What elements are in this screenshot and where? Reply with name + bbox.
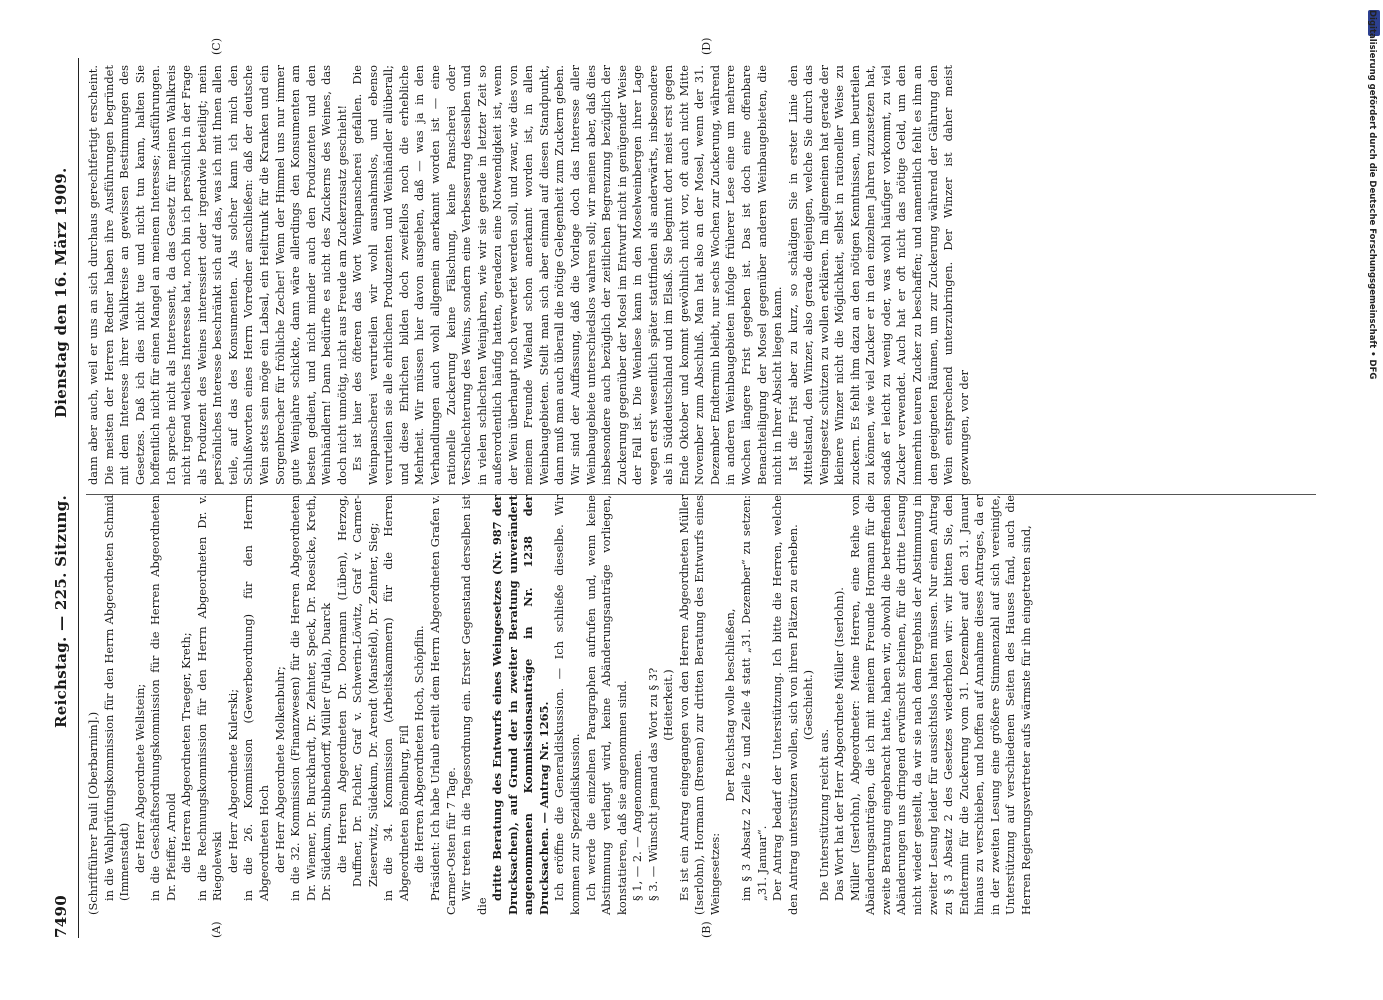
paragraph-agenda-item: dritte Beratung des Entwurfs eines Weingesetzes (Nr. 987 der Drucksachen), auf Grund der in zweiter Beratung unverändert angenommenen Kommissionsanträge in Nr. 1238 der Drucksachen. — Antrag Nr. 1265. <box>490 495 551 915</box>
paragraph: dann aber auch, weil er uns an sich durchaus gerechtfertigt erscheint. Die meisten der Herren Redner haben ihre Ausführungen begründet mit dem Interesse ihrer Wahlkreise an gewissen Bestimmungen des Gesetzes. Daß ich dies nicht tue und nicht tun kann, halten Sie hoffentlich nicht für einen Mangel an meinem Interesse; Ausführungen. Ich spreche nicht als Interessent, da das Gesetz für meinen Wahlkreis nicht irgend welches Interesse hat, noch bin ich persönlich in der Frage als Produzent des Weines interessiert oder irgendwie beteiligt; mein persönliches Interesse beschränkt sich auf das, was ich mit Ihnen allen teile, auf das des Konsumenten. Als solcher kann ich mich den Schlußworten eines Herrn Vorredner anschließen: daß der deutsche Wein stets sein möge ein Labsal, ein Heiltrunk für die Kranken und ein Sorgenbrecher für fröhliche Zecher! Wenn der Himmel uns nur immer gute Weinjahre schickte, dann wäre allerdings den Konsumenten am besten gedient, und nicht minder auch den Produzenten und den Weinhändlern! Dann bedürfte es nicht des Zuckerns des Weines, das doch nicht unnötig, nicht aus Freude am Zuckerzusatz geschieht! <box>86 65 349 485</box>
paragraph: im § 3 Absatz 2 Zeile 2 und Zeile 4 statt „31. Dezember“ zu setzen: „31. Januar“. <box>738 495 769 901</box>
paragraph: Die Unterstützung reicht aus. <box>816 728 831 901</box>
paragraph: in die Geschäftsordnungskommission für die Herren Abgeordneten Dr. Pfeiffer, Arnold <box>148 495 178 901</box>
paragraph: (Heiterkeit.) <box>661 669 676 741</box>
paragraph: Der Reichstag wolle beschließen, <box>723 608 738 802</box>
margin-marker-d: (D) <box>700 37 713 55</box>
left-running-title: Reichstag. — 225. Sitzung. <box>52 494 70 728</box>
paragraph: der Herr Abgeordnete Molkenbuhr; <box>272 666 287 873</box>
paragraph: in die 32. Kommission (Finanzwesen) für die Herren Abgeordneten Dr. Wiemer, Dr. Burckhardt, Dr. Zehnter, Speck, Dr. Roesicke, Kreth, Dr. Südekum, Stubbendorff, Müller (Fulda), Duarck <box>288 495 334 901</box>
paragraph: Wir treten in die Tagesordnung ein. Erster Gegenstand derselben ist die <box>459 495 489 915</box>
paragraph: in die 26. Kommission (Gewerbeordnung) für den Herrn Abgeordneten Hoch <box>241 495 272 901</box>
margin-marker-a: (A) <box>210 921 223 938</box>
digitization-sidenote <box>1365 10 1379 990</box>
margin-marker-b: (B) <box>700 921 713 938</box>
paragraph: Der Antrag bedarf der Unterstützung. Ich bitte die Herren, welche den Antrag unterstützen wollen, sich von ihren Plätzen zu erheben. <box>770 495 800 915</box>
paragraph: Es ist ein Antrag eingegangen von den Herren Abgeordneten Müller (Iserlohn), Hormann (Bremen) zur dritten Beratung des Entwurfs eines Weingesetzes: <box>676 495 722 915</box>
paragraph: Ich eröffne die Generaldiskussion. — Ich schließe dieselbe. Wir kommen zur Spezialdiskussion. <box>552 495 582 915</box>
paragraph: die Herren Abgeordneten Dr. Doormann (Lüben), Herzog, Duffner, Dr. Pichler, Graf v. Schwerin-Löwitz, Graf v. Carmer-Zieserwitz, Südekum, Dr. Arendt (Mansfeld), Dr. Zehnter, Sieg; <box>334 495 380 887</box>
sidenote-text: Digitalisierung gefördert durch die Deutsche Forschungsgemeinschaft • DFG <box>1367 10 1377 380</box>
paragraph: Müller (Iserlohn), Abgeordneter: Meine Herren, eine Reihe von Abänderungsanträgen, die ich mit meinem Freunde Hormann für die zweite Beratung eingebracht hatte, haben wir, obwohl die betreffenden Abänderungen uns dringend erwünscht scheinen, für die dritte Lesung nicht wieder gestellt, da wir sie nach dem Ergebnis der Abstimmung in zweiter Lesung leider für aussichtslos halten müssen. Nur einen Antrag zu § 3 Absatz 2 des Gesetzes wiederholen wir: wir bitten Sie, den Endtermin für die Zuckerung vom 31. Dezember auf den 31. Januar hinaus zu verschieben, und hoffen auf Annahme dieses Antrages, da er in der zweiten Lesung eine größere Stimmenzahl auf sich vereinigte, Unterstützung auf verschiedenen Seiten des Hauses fand, auch die Herren Regierungsvertreter aufs wärmste für ihn eingetreten sind, <box>847 495 1033 915</box>
header-rule <box>78 58 79 938</box>
paragraph: Präsident: Ich habe Urlaub erteilt dem Herrn Abgeordneten Grafen v. Carmer-Osten für 7 Tage. <box>428 495 458 915</box>
page-number: 7490 <box>52 895 70 938</box>
paragraph: § 1, — 2. — Angenommen. <box>630 749 645 901</box>
margin-marker-c: (C) <box>210 38 223 55</box>
paragraph: in die 34. Kommission (Arbeitskammern) für die Herren Abgeordneten Bömelburg, Fiſl <box>381 495 411 901</box>
paragraph: der Herr Abgeordnete Kulerski; <box>225 688 240 873</box>
paragraph: Es ist hier des öfteren das Wort Weinpanscherei gefallen. Die Weinpanscherei verurteilen wir wohl ausnahmslos, und ebenso verurteilen sie alle ehrlichen Produzenten und Weinhändler allüberall; und diese Ehrlichen bilden doch zweifellos noch die erhebliche Mehrheit. Wir müssen hier davon ausgehen, daß — was ja in den Verhandlungen auch wohl allgemein anerkannt worden ist — eine rationelle Zuckerung keine Fälschung, keine Panscherei oder Verschlechterung des Weins, sondern eine Verbesserung desselben und in vielen schlechten Weinjahren, wie wir sie gerade in letzter Zeit so außerordentlich häufig hatten, geradezu eine Notwendigkeit ist, wenn der Wein überhaupt noch verwertet werden soll, und zwar, wie dies von meinem Freunde Wieland schon anerkannt worden ist, in allen Weinbaugebieten. Stellt man sich aber einmal auf diesen Standpunkt, dann muß man auch überall die nötige Gelegenheit zum Zuckern geben. Wir sind der Auffassung, daß die Vorlage doch das Interesse aller Weinbaugebiete unterschiedslos wahren soll; wir meinen aber, daß dies insbesondere auch bezüglich der zeitlichen Begrenzung bezüglich der Zuckerung gegenüber der Mosel im Entwurf nicht in genügender Weise der Fall ist. Die Weinlese kann in den Moselweinbergen ihrer Lage wegen erst wesentlich später stattfinden als anderwärts, insbesondere als in Süddeutschland und im Elsaß. Sie beginnt dort meist erst gegen Ende Oktober und kommt gewöhnlich nicht vor, oft auch nicht Mitte November zum Abschluß. Man hat also an der Mosel, wenn der 31. Dezember Endtermin bleibt, nur sechs Wochen zur Zuckerung, während in anderen Weinbaugebieten infolge früherer Lese eine um mehrere Wochen längere Frist gegeben ist. Das ist doch eine offenbare Benachteiligung der Mosel gegenüber anderen Weinbaugebieten, die nicht in Ihrer Absicht liegen kann. <box>350 65 785 485</box>
paragraph: der Herr Abgeordnete Wellstein; <box>132 683 147 873</box>
paragraph: in die Wahlprüfungskommission für den Herrn Abgeordneten Schmid (Immenstadt) <box>101 495 132 901</box>
paragraph: Ist die Frist aber zu kurz, so schädigen Sie in erster Linie den Mittelstand, den Winzer, also gerade diejenigen, welche Sie durch das Weingesetz schützen zu wollen erklären. Im allgemeinen hat gerade der kleinere Winzer nicht die Möglichkeit, selbst in rationeller Weise zu zuckern. Es fehlt ihm dazu an den nötigen Kenntnissen, um beurteilen zu können, wie viel Zucker er in den einzelnen Jahren zuzusetzen hat, sodaß er leicht zu wenig oder, was wohl häufiger vorkommt, zu viel Zucker verwendet. Auch hat er oft nicht das nötige Geld, um den immerhin teuren Zucker zu beschaffen; und namentlich fehlt es ihm an den geeigneten Räumen, um zur Zuckerung während der Gährung den Wein entsprechend unterzubringen. Der Winzer ist daher meist gezwungen, vor der <box>785 65 971 485</box>
paragraph: (Schriftführer Pauli [Oberbarnim].) <box>86 711 100 915</box>
paragraph: in die Rechnungskommission für den Herrn Abgeordneten Dr. v. Riegolewski <box>194 495 225 901</box>
paragraph: § 3. — Wünscht jemand das Wort zu § 3? <box>645 667 660 901</box>
paragraph: (Geschieht.) <box>801 669 816 741</box>
page-header <box>48 58 74 938</box>
paragraph: Das Wort hat der Herr Abgeordnete Müller (Iserlohn). <box>832 587 847 901</box>
right-running-title: Dienstag den 16. März 1909. <box>52 167 70 418</box>
paragraph: Ich werde die einzelnen Paragraphen aufrufen und, wenn keine Abstimmung verlangt wird, keine Abänderungsanträge vorliegen, konstatieren, daß sie angenommen sind. <box>583 495 629 915</box>
left-column <box>86 495 1034 915</box>
right-column <box>86 65 972 485</box>
paragraph: die Herren Abgeordneten Hoch, Schöpflin. <box>412 625 427 873</box>
paragraph: die Herren Abgeordneten Traeger, Kreth; <box>179 632 194 873</box>
